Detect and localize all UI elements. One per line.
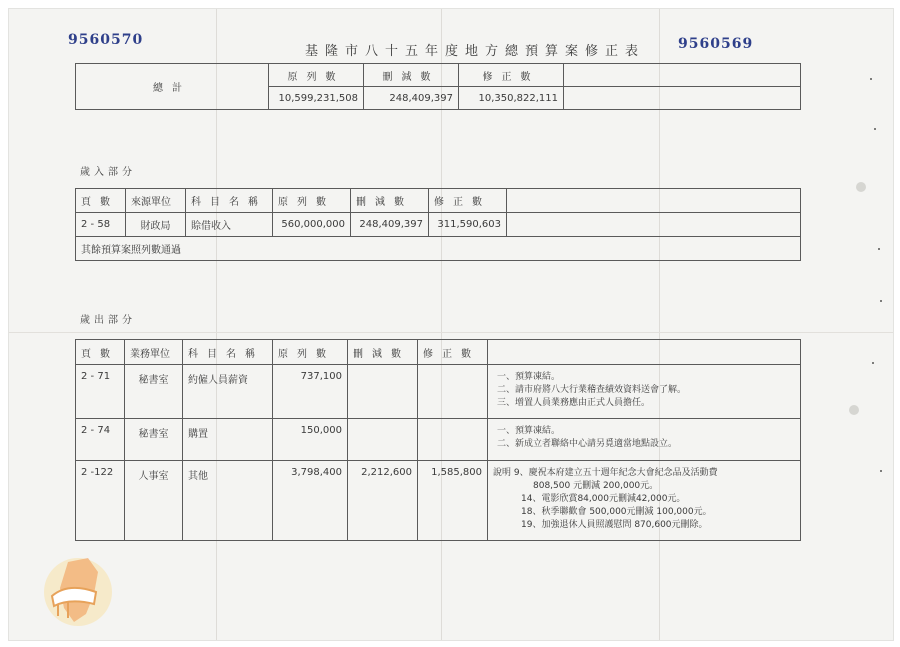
summary-table (75, 63, 801, 110)
punch-hole (849, 405, 859, 415)
speck (870, 78, 872, 80)
expense-table (75, 339, 801, 541)
serial-number-right: 9560569 (678, 36, 754, 52)
table-row: 2 - 58 財政局 賒借收入 560,000,000 248,409,397 311,590,603 (76, 213, 801, 237)
total-cut: 248,409,397 (364, 87, 459, 110)
table-row: 2 - 71 秘書室 約僱人員薪資 737,100 一、預算凍結。 二、請市府將八大行業稽查績效資料送會了解。 三、增置人員業務應由正式人員擔任。 (76, 365, 801, 419)
document-title: 基隆市八十五年度地方總預算案修正表 (305, 44, 646, 59)
rev-header-revised: 修正數 (429, 189, 507, 213)
rev-header-page: 頁數 (76, 189, 126, 213)
punch-hole (856, 182, 866, 192)
speck (880, 470, 882, 472)
header-original: 原列數 (269, 64, 364, 87)
speck (880, 300, 882, 302)
header-cut: 刪減數 (364, 64, 459, 87)
remarks: 一、預算凍結。 二、請市府將八大行業稽查績效資料送會了解。 三、增置人員業務應由正式人員擔任。 (488, 365, 801, 419)
speck (878, 248, 880, 250)
table-row: 2 - 74 秘書室 購置 150,000 一、預算凍結。 二、新成立者聯絡中心請另覓適當地點設立。 (76, 419, 801, 461)
revenue-section-title: 歲入部分 (80, 167, 136, 178)
total-revised: 10,350,822,111 (459, 87, 564, 110)
rev-header-item: 科目名稱 (186, 189, 273, 213)
revenue-footer-note: 其餘預算案照列數通過 (76, 237, 801, 261)
speck (874, 128, 876, 130)
fold-line (9, 332, 893, 333)
rev-header-original: 原列數 (273, 189, 351, 213)
exp-header-page: 頁數 (76, 340, 125, 365)
exp-header-revised: 修正數 (418, 340, 488, 365)
table-row: 2 -122 人事室 其他 3,798,400 2,212,600 1,585,800 說明 9、慶祝本府建立五十週年紀念大會紀念品及活動費 808,500 元刪減 200,000元。 14、電影欣賞84,000元刪減42,000元。 18、秋季聯歡會 500,000元刪減 100,000元。 19、加強退休人員照護慰問 870,600元刪除。 (76, 461, 801, 541)
exp-header-original: 原列數 (273, 340, 348, 365)
expense-section-title: 歲出部分 (80, 315, 136, 326)
exp-header-cut: 刪減數 (348, 340, 418, 365)
total-label: 總計 (76, 64, 269, 110)
speck (872, 362, 874, 364)
taiwan-map-logo (38, 552, 120, 628)
remarks: 說明 9、慶祝本府建立五十週年紀念大會紀念品及活動費 808,500 元刪減 200,000元。 14、電影欣賞84,000元刪減42,000元。 18、秋季聯歡會 500,000元刪減 100,000元。 19、加強退休人員照護慰問 870,600元刪除。 (488, 461, 801, 541)
header-revised: 修正數 (459, 64, 564, 87)
rev-header-unit: 來源單位 (126, 189, 186, 213)
remarks: 一、預算凍結。 二、新成立者聯絡中心請另覓適當地點設立。 (488, 419, 801, 461)
total-original: 10,599,231,508 (269, 87, 364, 110)
exp-header-item: 科目名稱 (183, 340, 273, 365)
serial-number-left: 9560570 (68, 32, 144, 48)
exp-header-unit: 業務單位 (125, 340, 183, 365)
rev-header-cut: 刪減數 (351, 189, 429, 213)
revenue-table (75, 188, 801, 261)
